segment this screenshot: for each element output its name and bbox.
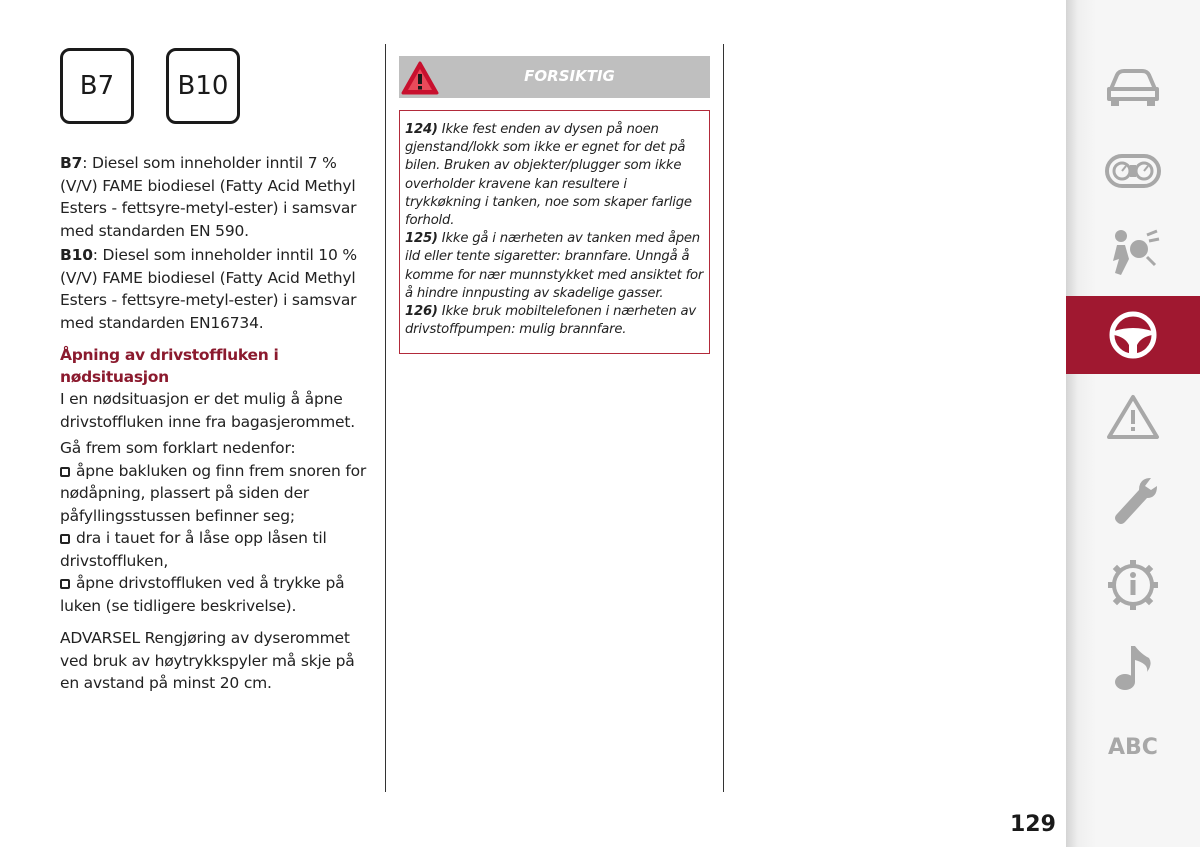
b10-text: : Diesel som inneholder inntil 10 % (V/V) FAME biodiesel (Fatty Acid Methyl Esters - fettsyre-metyl-ester) i samsvar med standarden EN16734. bbox=[60, 246, 357, 332]
checkbox-bullet-icon bbox=[60, 579, 70, 589]
column-divider bbox=[385, 44, 386, 792]
chapter-tab-maintenance[interactable] bbox=[1066, 466, 1200, 536]
b10-term: B10 bbox=[60, 246, 93, 264]
page-number: 129 bbox=[1010, 812, 1056, 837]
fuel-label-boxes bbox=[60, 48, 372, 124]
instruction-paragraph: Gå frem som forklart nedenfor: bbox=[60, 439, 296, 457]
b10-paragraph bbox=[60, 244, 372, 334]
checkbox-bullet-icon bbox=[60, 467, 70, 477]
chapter-tab-index[interactable] bbox=[1066, 712, 1200, 782]
music-icon bbox=[1111, 642, 1155, 692]
chapter-tab-vehicle[interactable] bbox=[1066, 52, 1200, 122]
warning-title: FORSIKTIG bbox=[524, 67, 615, 85]
abc-label: ABC bbox=[1108, 734, 1158, 760]
advarsel-paragraph: ADVARSEL Rengjøring av dyserommet ved bruk av høytrykkspyler må skje på en avstand på minst 20 cm. bbox=[60, 629, 355, 692]
b7-paragraph bbox=[60, 152, 372, 242]
step-item: åpne bakluken og finn frem snoren for nødåpning, plassert på siden der påfyllingsstussen befinner seg; bbox=[60, 461, 367, 525]
b7-text: : Diesel som inneholder inntil 7 % (V/V) FAME biodiesel (Fatty Acid Methyl Esters - fettsyre-metyl-ester) i samsvar med standarden EN 590. bbox=[60, 154, 357, 240]
chapter-tab-safety[interactable] bbox=[1066, 218, 1200, 288]
chapter-tab-dashboard[interactable] bbox=[1066, 136, 1200, 206]
warning-panel bbox=[399, 56, 710, 354]
column-divider bbox=[723, 44, 724, 792]
chapter-tab-technical-data[interactable] bbox=[1066, 550, 1200, 620]
car-icon bbox=[1105, 65, 1161, 109]
chapter-tab-multimedia[interactable] bbox=[1066, 632, 1200, 702]
steering-wheel-icon bbox=[1107, 309, 1159, 361]
step-item: åpne drivstoffluken ved å trykke på luken (se tidligere beskrivelse). bbox=[60, 574, 345, 615]
checkbox-bullet-icon bbox=[60, 534, 70, 544]
step-item: dra i tauet for å låse opp låsen til drivstoffluken, bbox=[60, 529, 327, 570]
dashboard-icon bbox=[1104, 151, 1162, 191]
section-heading: Åpning av drivstoffluken i nødsituasjon bbox=[60, 346, 279, 386]
fuel-label-b10: B10 bbox=[166, 48, 240, 124]
warning-item: 126) Ikke bruk mobiltelefonen i nærheten av drivstoffpumpen: mulig brannfare. bbox=[405, 304, 696, 338]
warning-icon bbox=[1106, 393, 1160, 441]
chapter-tab-driving[interactable] bbox=[1066, 296, 1200, 374]
chapter-sidebar bbox=[1066, 0, 1200, 847]
airbag-icon bbox=[1105, 227, 1161, 279]
left-column bbox=[60, 48, 372, 695]
warning-item: 125) Ikke gå i nærheten av tanken med åpen ild eller tente sigaretter: brannfare. Unngå å komme for nær munnstykket med ansiktet for å hindre innpusting av skadelige gasser. bbox=[405, 231, 704, 301]
wrench-icon bbox=[1107, 474, 1159, 528]
warning-content bbox=[399, 110, 710, 354]
fuel-label-b7: B7 bbox=[60, 48, 134, 124]
intro-paragraph: I en nødsituasjon er det mulig å åpne drivstoffluken inne fra bagasjerommet. bbox=[60, 390, 355, 431]
warning-header bbox=[399, 56, 710, 98]
warning-item: 124) Ikke fest enden av dysen på noen gjenstand/lokk som ikke er egnet for det på bilen. Bruken av objekter/plugger som ikke overholder kravene kan resultere i trykkøkning i tanken, noe som skaper farlige forhold. bbox=[405, 122, 692, 229]
chapter-tab-emergency[interactable] bbox=[1066, 382, 1200, 452]
info-gear-icon bbox=[1106, 558, 1160, 612]
b7-term: B7 bbox=[60, 154, 83, 172]
